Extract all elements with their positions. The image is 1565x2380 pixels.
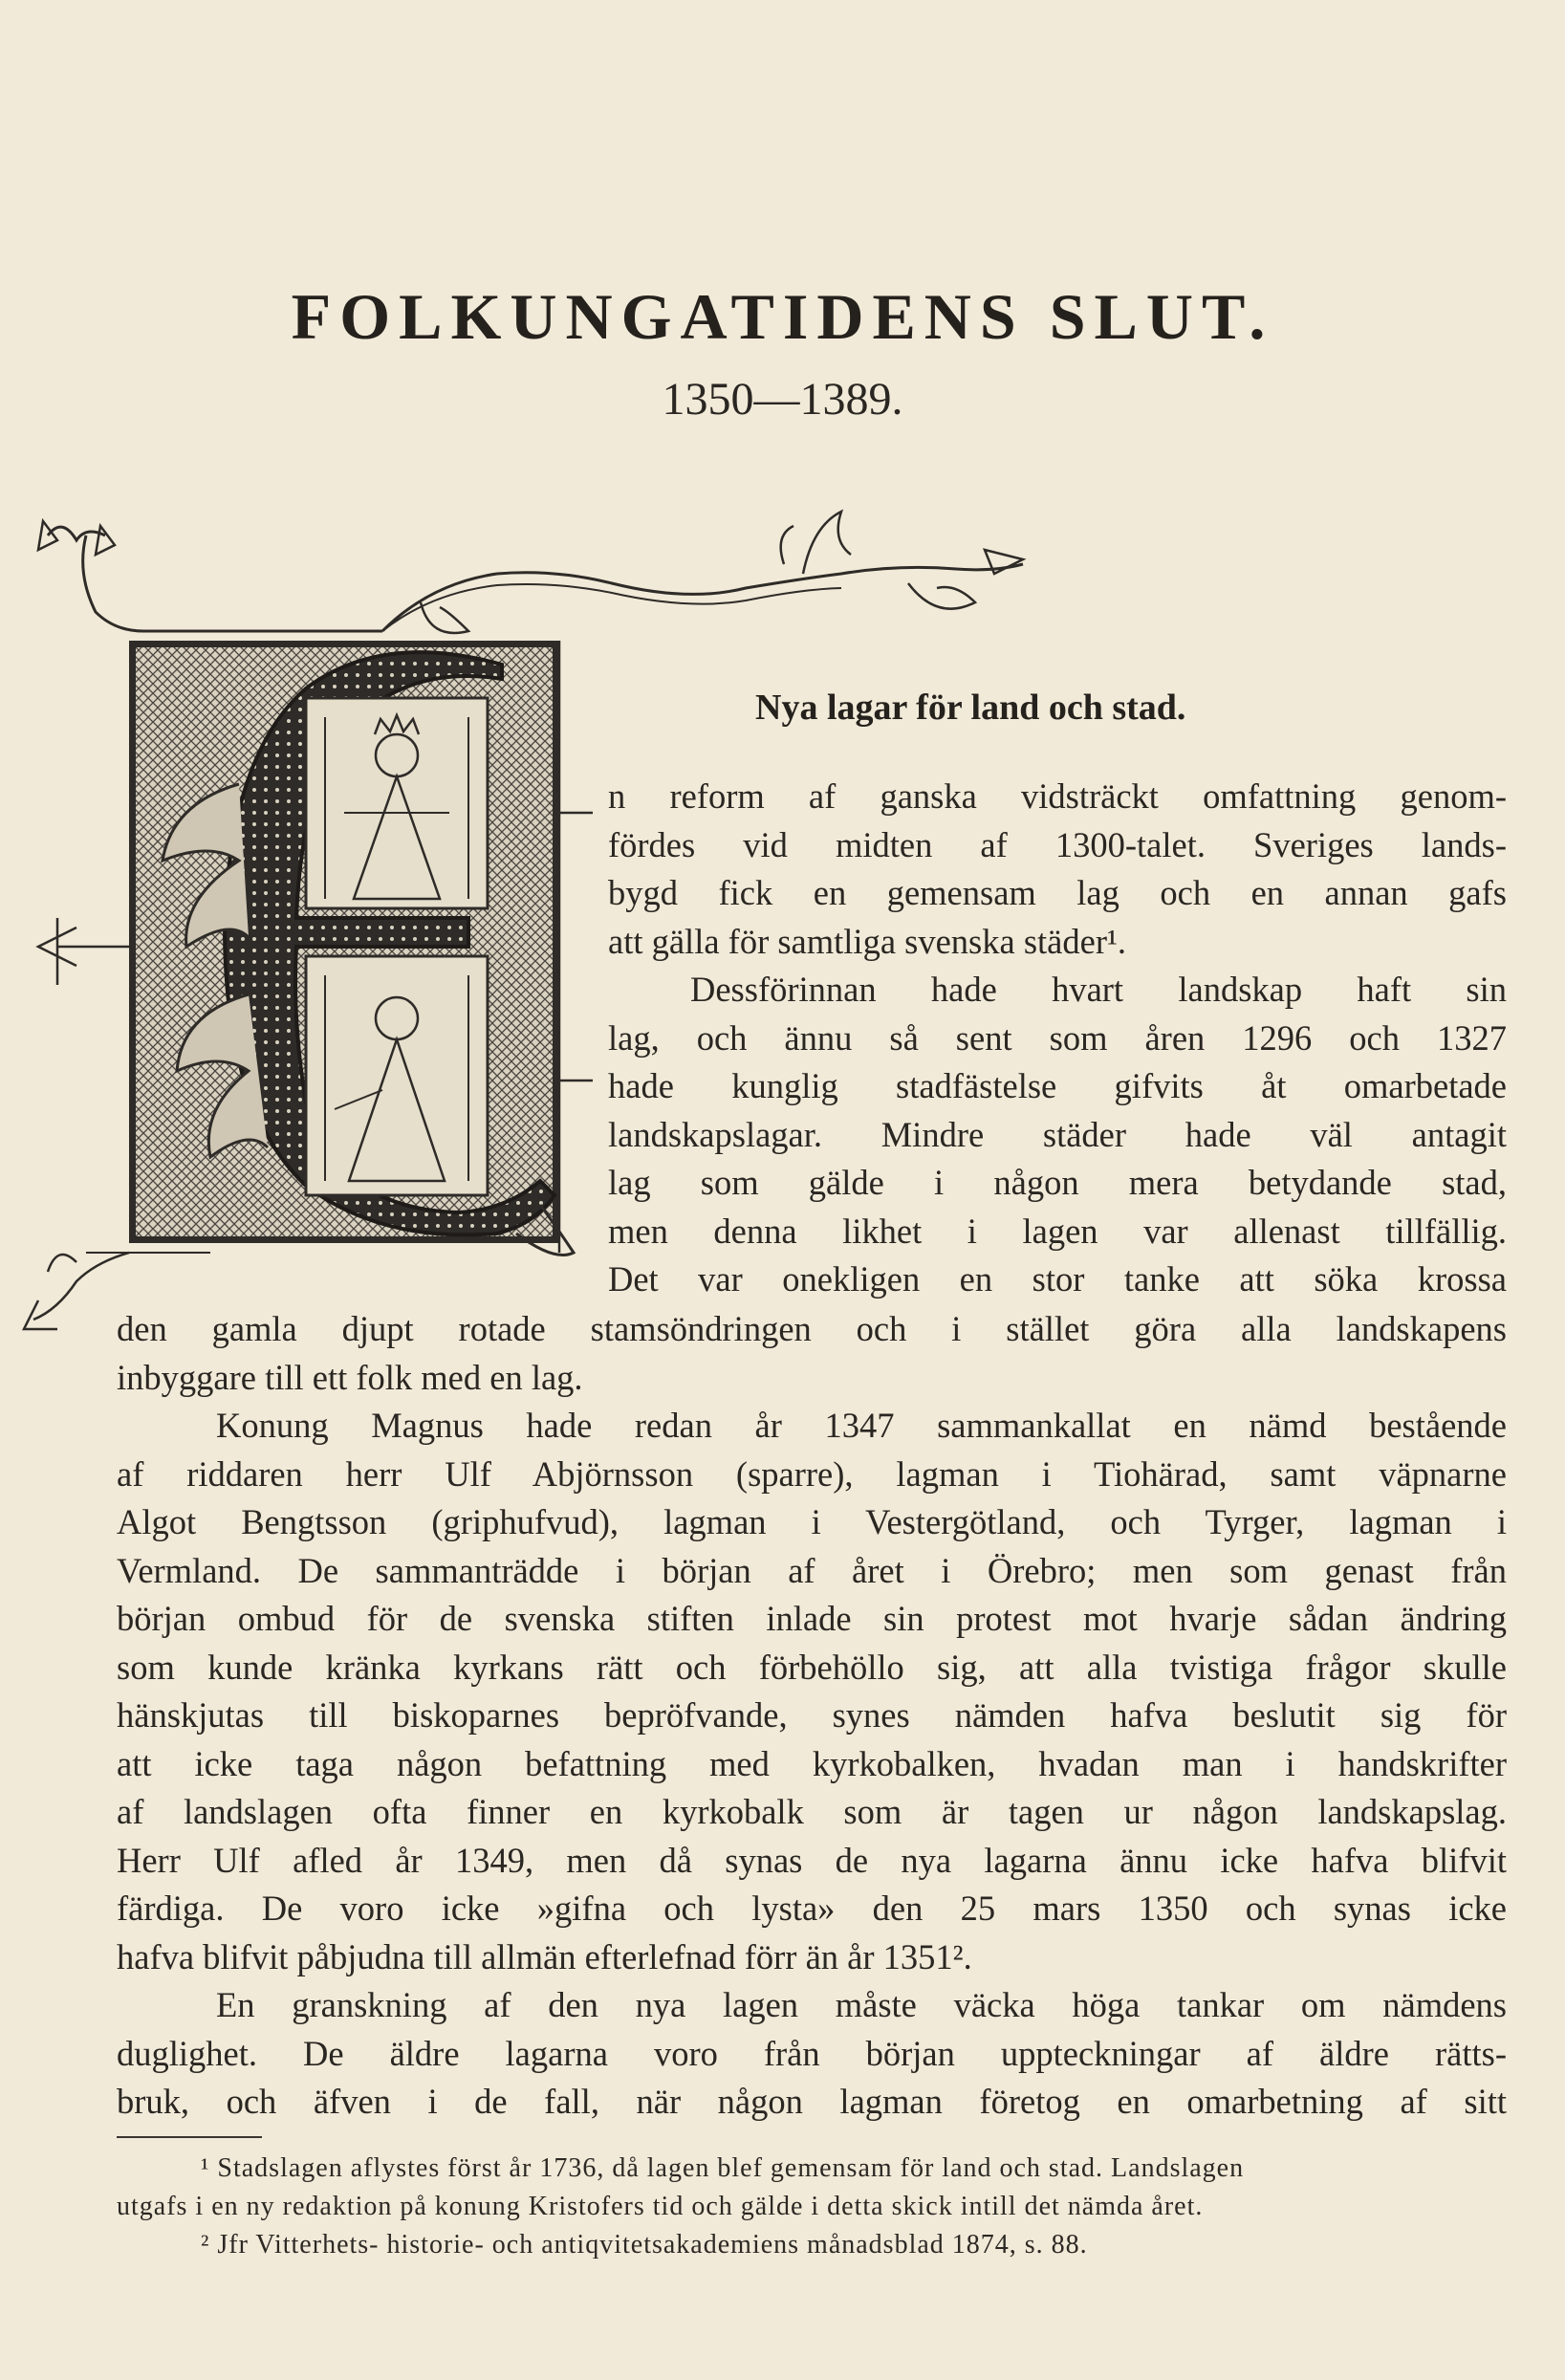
paragraph-line: den gamla djupt rotade stamsöndringen och i stället göra alla landskapens [117,1309,1507,1348]
paragraph-line: lag som gälde i någon mera betydande stad, [608,1163,1507,1202]
paragraph-line: bygd fick en gemensam lag och en annan gafs [608,873,1507,912]
footnote-line: ² Jfr Vitterhets- historie- och antiqvitetsakademiens månadsblad 1874, s. 88. [201,2230,1088,2260]
paragraph-line: Det var onekligen en stor tanke att söka krossa [608,1259,1507,1299]
paragraph-line: bruk, och äfven i de fall, när någon lagman företog en omarbetning af sitt [117,2082,1507,2121]
paragraph-line: Dessförinnan hade hvart landskap haft sin [690,970,1507,1009]
narrow-text-column [608,773,1507,1304]
chapter-title: FOLKUNGATIDENS SLUT. [291,280,1274,353]
paragraph-line: En granskning af den nya lagen måste väcka höga tankar om nämdens [216,1985,1507,2024]
footnotes [117,2150,1507,2264]
paragraph-line: färdiga. De voro icke »gifna och lysta» den 25 mars 1350 och synas icke [117,1889,1507,1928]
paragraph-line: men denna likhet i lagen var allenast tillfällig. [608,1211,1507,1251]
chapter-years: 1350—1389. [662,374,903,425]
paragraph-line: hafva blifvit påbjudna till allmän efterlefnad förr än år 1351². [117,1936,972,1976]
paragraph-line: att gälla för samtliga svenska städer¹. [608,921,1127,961]
wide-text-column [117,1305,1507,2127]
paragraph-line: Algot Bengtsson (griphufvud), lagman i Vestergötland, och Tyrger, lagman i [117,1502,1507,1541]
footnote-line: utgafs i en ny redaktion på konung Kristofers tid och gälde i detta skick intill det nämda året. [117,2192,1204,2221]
footnote-divider [117,2136,262,2138]
paragraph-line: lag, och ännu så sent som åren 1296 och 1327 [608,1017,1507,1058]
section-heading: Nya lagar för land och stad. [755,688,1186,728]
paragraph-line: fördes vid midten af 1300-talet. Sveriges lands- [608,824,1507,864]
paragraph-line: som kunde kränka kyrkans rätt och förbehöllo sig, att alla tvistiga frågor skulle [117,1647,1507,1687]
footnote-line: ¹ Stadslagen aflystes först år 1736, då lagen blef gemensam för land och stad. Landslagen [201,2153,1245,2183]
paragraph-line: Vermland. De sammanträdde i början af året i Örebro; men som genast från [117,1550,1507,1590]
paragraph-line: duglighet. De äldre lagarna voro från början uppteckningar af äldre rätts- [117,2033,1507,2073]
paragraph-line: inbyggare till ett folk med en lag. [117,1357,583,1397]
paragraph-line: landskapslagar. Mindre städer hade väl antagit [608,1114,1507,1154]
paragraph-line: början ombud för de svenska stiften inlade sin protest mot hvarje sådan ändring [117,1599,1507,1638]
paragraph-line: Herr Ulf afled år 1349, men då synas de nya lagarna ännu icke hafva blifvit [117,1840,1507,1880]
paragraph-line: af riddaren herr Ulf Abjörnsson (sparre), lagman i Tiohärad, samt väpnarne [117,1453,1507,1494]
paragraph-line: hänskjutas till biskoparnes bepröfvande, synes nämden hafva beslutit sig för [117,1695,1507,1735]
paragraph-line: af landslagen ofta finner en kyrkobalk som är tagen ur någon landskapslag. [117,1792,1507,1831]
paragraph-line: Konung Magnus hade redan år 1347 sammankallat en nämd bestående [216,1406,1507,1445]
paragraph-line: hade kunglig stadfästelse gifvits åt omarbetade [608,1066,1507,1105]
paragraph-line: n reform af ganska vidsträckt omfattning genom- [608,776,1507,816]
paragraph-line: att icke taga någon befattning med kyrkobalken, hvadan man i handskrifter [117,1743,1507,1783]
